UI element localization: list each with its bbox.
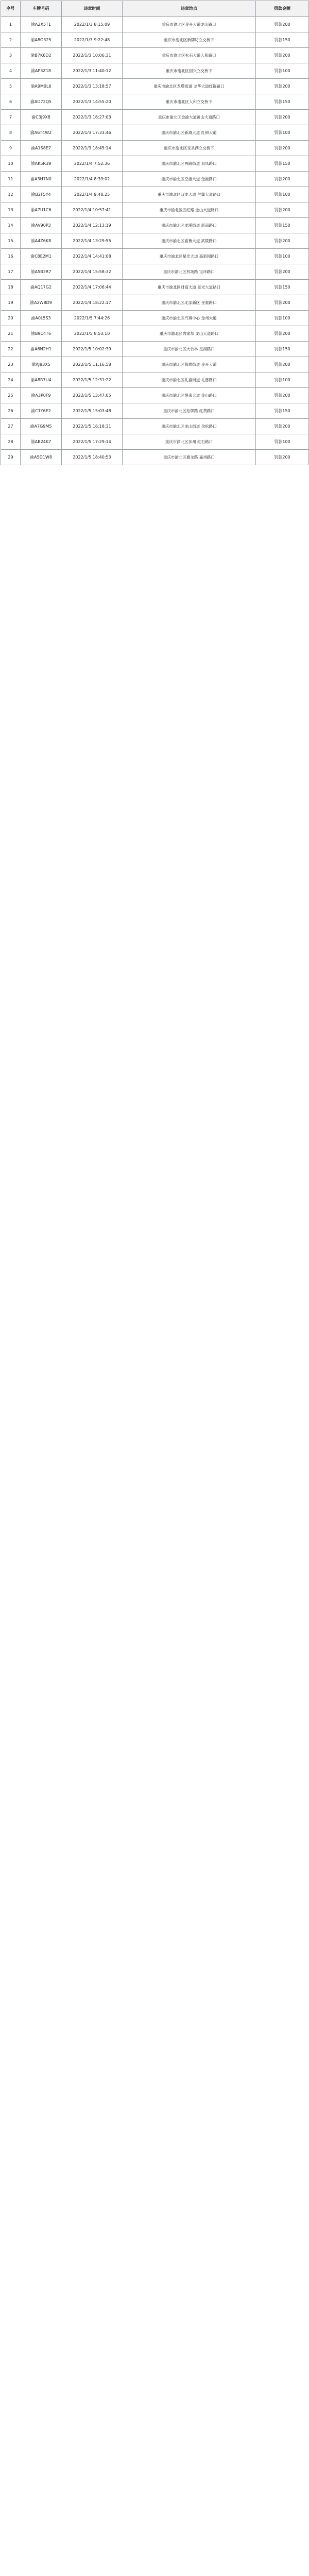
cell-place: 重庆市渝北区回兴立交桥下 [123,63,256,79]
cell-fine: 罚款100 [256,63,309,79]
cell-index: 15 [1,233,21,249]
cell-place: 重庆市渝北区财富大道 星光大道路口 [123,280,256,295]
cell-place: 重庆市渝北区星光大道 高新园路口 [123,249,256,264]
violation-table-container [1,1,308,465]
cell-plate: 渝A6T4W2 [21,125,62,141]
cell-fine: 罚款200 [256,264,309,280]
cell-place: 重庆市渝北区大竹林 星湖路口 [123,342,256,357]
cell-plate: 渝A3P0F9 [21,388,62,403]
cell-plate: 渝AP3Z18 [21,63,62,79]
cell-place: 重庆市渝北区渝鲁大道 武陵路口 [123,233,256,249]
cell-plate: 渝A7G9M5 [21,419,62,434]
header-time: 违章时间 [62,1,123,17]
cell-fine: 罚款200 [256,295,309,311]
cell-fine: 罚款150 [256,94,309,110]
cell-time: 2022/1/3 11:40:12 [62,63,123,79]
cell-place: 重庆市渝北区金渝大道黄山大道路口 [123,110,256,125]
cell-index: 18 [1,280,21,295]
cell-place: 重庆市渝北区空港大道 金港路口 [123,172,256,187]
table-row [1,125,309,141]
cell-fine: 罚款200 [256,79,309,94]
cell-fine: 罚款150 [256,403,309,419]
cell-plate: 渝AJ83X5 [21,357,62,372]
table-row [1,202,309,218]
cell-fine: 罚款100 [256,372,309,388]
cell-fine: 罚款200 [256,172,309,187]
cell-index: 11 [1,172,21,187]
cell-place: 重庆市渝北区宝圣湖立交桥下 [123,141,256,156]
table-row [1,264,309,280]
cell-time: 2022/1/5 18:40:53 [62,450,123,465]
cell-fine: 罚款100 [256,125,309,141]
cell-fine: 罚款150 [256,218,309,233]
cell-index: 9 [1,141,21,156]
cell-index: 7 [1,110,21,125]
table-row [1,419,309,434]
cell-plate: 渝A6N2H1 [21,342,62,357]
cell-fine: 罚款200 [256,110,309,125]
table-row [1,295,309,311]
cell-fine: 罚款200 [256,141,309,156]
cell-plate: 渝C3J9X8 [21,110,62,125]
cell-index: 28 [1,434,21,450]
cell-index: 2 [1,32,21,48]
cell-fine: 罚款100 [256,249,309,264]
cell-fine: 罚款200 [256,419,309,434]
header-plate: 车牌号码 [21,1,62,17]
table-row [1,79,309,94]
table-row [1,110,309,125]
cell-plate: 渝AD72Q5 [21,94,62,110]
cell-index: 24 [1,372,21,388]
cell-time: 2022/1/5 15:03:48 [62,403,123,419]
table-row [1,218,309,233]
cell-place: 重庆市渝北区冉家坝 龙山大道路口 [123,326,256,342]
cell-time: 2022/1/4 12:13:19 [62,218,123,233]
cell-index: 16 [1,249,21,264]
cell-time: 2022/1/4 14:41:08 [62,249,123,264]
cell-place: 重庆市渝北区龙溪街道 新南路口 [123,218,256,233]
cell-plate: 渝A2W8D9 [21,295,62,311]
cell-time: 2022/1/5 8:53:10 [62,326,123,342]
cell-plate: 渝A1S8E7 [21,141,62,156]
cell-index: 14 [1,218,21,233]
cell-time: 2022/1/5 10:02:39 [62,342,123,357]
table-row [1,280,309,295]
cell-place: 重庆市渝北区金开大道龙山路口 [123,17,256,32]
cell-plate: 渝B9C4T6 [21,326,62,342]
cell-time: 2022/1/4 18:22:17 [62,295,123,311]
cell-place: 重庆市渝北区机场路 宝环路口 [123,264,256,280]
table-row [1,172,309,187]
cell-plate: 渝A2X5T1 [21,17,62,32]
cell-index: 23 [1,357,21,372]
cell-place: 重庆市渝北区松牌路 红黄路口 [123,403,256,419]
cell-index: 27 [1,419,21,434]
cell-time: 2022/1/5 16:18:31 [62,419,123,434]
cell-fine: 罚款200 [256,202,309,218]
cell-index: 12 [1,187,21,202]
cell-plate: 渝A8R7U4 [21,372,62,388]
cell-index: 3 [1,48,21,63]
cell-index: 1 [1,17,21,32]
cell-index: 20 [1,311,21,326]
cell-place: 重庆市渝北区新溉大道 红锦大道 [123,125,256,141]
cell-index: 8 [1,125,21,141]
cell-index: 13 [1,202,21,218]
cell-fine: 罚款150 [256,280,309,295]
cell-plate: 渝AK5R39 [21,156,62,172]
table-header-row [1,1,309,17]
table-row [1,342,309,357]
cell-index: 6 [1,94,21,110]
cell-fine: 罚款200 [256,17,309,32]
table-row [1,357,309,372]
header-place: 违章地点 [123,1,256,17]
cell-time: 2022/1/4 15:58:32 [62,264,123,280]
cell-time: 2022/1/5 11:16:58 [62,357,123,372]
cell-index: 5 [1,79,21,94]
cell-plate: 渝A5D1W8 [21,450,62,465]
cell-index: 21 [1,326,21,342]
table-row [1,249,309,264]
table-row [1,141,309,156]
cell-fine: 罚款100 [256,311,309,326]
table-row [1,156,309,172]
cell-time: 2022/1/4 17:06:44 [62,280,123,295]
cell-fine: 罚款200 [256,326,309,342]
cell-index: 17 [1,264,21,280]
cell-plate: 渝A4Z6K8 [21,233,62,249]
cell-plate: 渝B2F5Y4 [21,187,62,202]
cell-time: 2022/1/3 17:33:46 [62,125,123,141]
cell-time: 2022/1/3 9:22:48 [62,32,123,48]
table-row [1,388,309,403]
cell-time: 2022/1/4 9:48:25 [62,187,123,202]
cell-time: 2022/1/4 7:52:36 [62,156,123,172]
cell-place: 重庆市渝北区礼嘉街道 礼慈路口 [123,372,256,388]
cell-time: 2022/1/4 8:39:02 [62,172,123,187]
cell-place: 重庆市渝北区松石大道人和路口 [123,48,256,63]
cell-time: 2022/1/3 14:55:20 [62,94,123,110]
violation-table [1,1,309,465]
cell-index: 25 [1,388,21,403]
cell-place: 重庆市渝北区龙塔街道 龙华大道红锦路口 [123,79,256,94]
table-row [1,434,309,450]
cell-plate: 渝C8E2M1 [21,249,62,264]
cell-place: 重庆市渝北区龙山街道 余松路口 [123,419,256,434]
cell-time: 2022/1/5 12:31:22 [62,372,123,388]
cell-fine: 罚款150 [256,32,309,48]
cell-plate: 渝A9M0L6 [21,79,62,94]
cell-plate: 渝A0L5S3 [21,311,62,326]
cell-time: 2022/1/3 16:27:03 [62,110,123,125]
table-body [1,17,309,465]
cell-place: 重庆市渝北区新牌坊立交桥下 [123,32,256,48]
cell-fine: 罚款200 [256,388,309,403]
cell-plate: 渝C1Y6E2 [21,403,62,419]
cell-plate: 渝AQ17G2 [21,280,62,295]
table-row [1,32,309,48]
cell-plate: 渝A7U1C6 [21,202,62,218]
cell-index: 26 [1,403,21,419]
table-row [1,403,309,419]
cell-time: 2022/1/5 17:29:14 [62,434,123,450]
cell-fine: 罚款150 [256,156,309,172]
cell-plate: 渝A5B3R7 [21,264,62,280]
cell-index: 22 [1,342,21,357]
cell-index: 10 [1,156,21,172]
cell-plate: 渝A8G325 [21,32,62,48]
header-fine: 罚款金额 [256,1,309,17]
cell-fine: 罚款200 [256,48,309,63]
cell-place: 重庆市渝北区汽博中心 金州大道 [123,311,256,326]
cell-plate: 渝A3H7N0 [21,172,62,187]
cell-place: 重庆市渝北区旗龙路 嘉州路口 [123,450,256,465]
cell-index: 19 [1,295,21,311]
cell-plate: 渝AV90P3 [21,218,62,233]
cell-fine: 罚款200 [256,357,309,372]
cell-time: 2022/1/4 10:57:41 [62,202,123,218]
table-row [1,311,309,326]
cell-plate: 渝AB24K7 [21,434,62,450]
cell-fine: 罚款150 [256,342,309,357]
cell-time: 2022/1/3 18:45:14 [62,141,123,156]
table-row [1,187,309,202]
table-row [1,94,309,110]
cell-place: 重庆市渝北区北部新区 金童路口 [123,295,256,311]
cell-fine: 罚款200 [256,233,309,249]
cell-plate: 渝B7K6D2 [21,48,62,63]
cell-time: 2022/1/3 10:06:31 [62,48,123,63]
header-index: 序号 [1,1,21,17]
cell-time: 2022/1/5 7:44:26 [62,311,123,326]
cell-place: 重庆市渝北区双龙大道 兰馨大道路口 [123,187,256,202]
cell-place: 重庆市渝北区悦来大道 金山路口 [123,388,256,403]
cell-time: 2022/1/5 13:47:05 [62,388,123,403]
cell-fine: 罚款200 [256,450,309,465]
cell-place: 重庆市渝北区五红路 金山大道路口 [123,202,256,218]
table-row [1,326,309,342]
cell-place: 重庆市渝北区人和立交桥下 [123,94,256,110]
cell-place: 重庆市渝北区两路街道 双凤路口 [123,156,256,172]
cell-time: 2022/1/3 8:15:09 [62,17,123,32]
table-row [1,48,309,63]
table-row [1,17,309,32]
table-row [1,63,309,79]
cell-time: 2022/1/3 13:18:57 [62,79,123,94]
cell-time: 2022/1/4 13:29:55 [62,233,123,249]
cell-index: 4 [1,63,21,79]
table-row [1,372,309,388]
cell-place: 重庆市渝北区加州 红石路口 [123,434,256,450]
cell-place: 重庆市渝北区鸳鸯街道 金开大道 [123,357,256,372]
cell-index: 29 [1,450,21,465]
table-row [1,450,309,465]
cell-fine: 罚款100 [256,434,309,450]
table-row [1,233,309,249]
cell-fine: 罚款100 [256,187,309,202]
